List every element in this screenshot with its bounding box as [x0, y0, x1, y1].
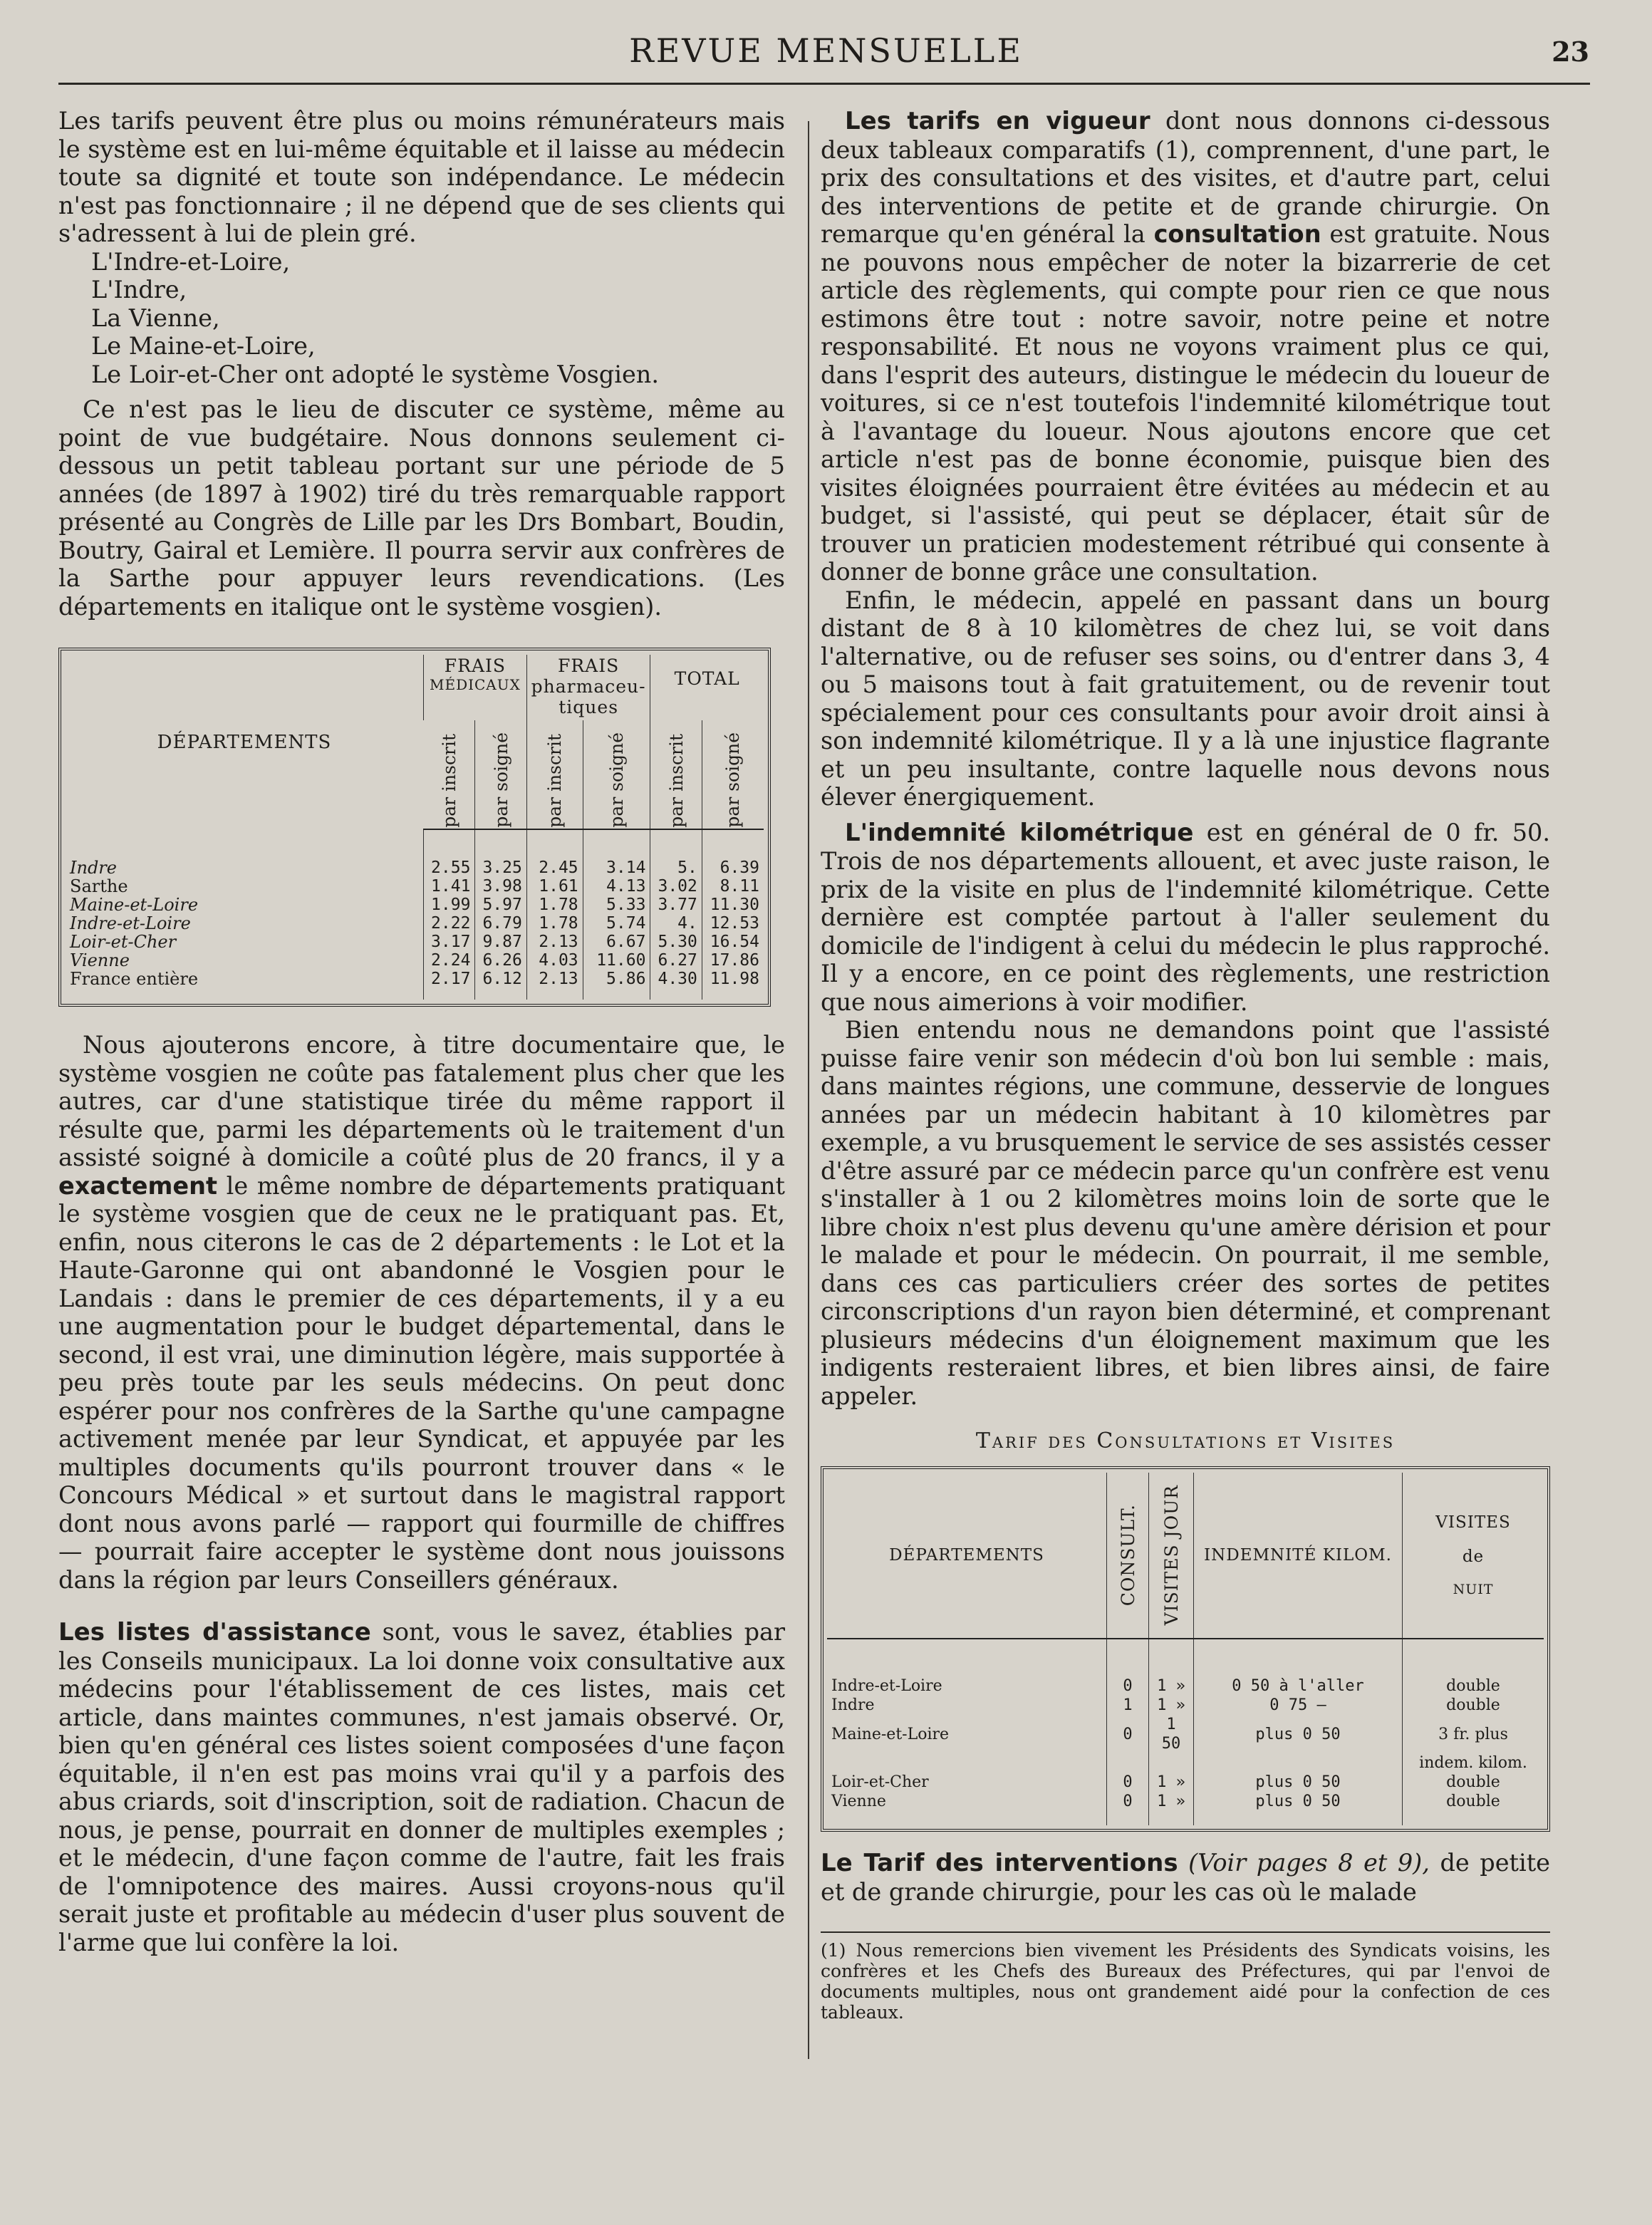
- row-indemnite: plus 0 50: [1194, 1715, 1403, 1753]
- row-visite-nuit: double: [1403, 1639, 1544, 1696]
- text-run: de petite et de grande chirurgie, pour les cas où le malade: [821, 1849, 1550, 1906]
- page-reference: (Voir pages 8 et 9),: [1188, 1849, 1430, 1877]
- row-department: Indre: [70, 857, 117, 878]
- subhead-label: par soigné: [722, 732, 744, 828]
- row-value: 3.98: [475, 877, 526, 896]
- row-visite-jour: 1 »: [1149, 1792, 1194, 1825]
- left-column: [58, 107, 785, 1956]
- paragraph: Ce n'est pas le lieu de discuter ce système, même au point de vue budgétaire. Nous donnons seulement ci-dessous un petit tableau portant sur une période de 5 années (de 1897 à 1902) tiré du très remarquable rapport présenté au Congrès de Lille par les Drs Bombart, Boudin, Boutry, Gairal et Lemière. Il pourra servir aux confrères de la Sarthe pour appuyer leurs revendications. (Les départements en italique ont le système vosgien).: [58, 395, 785, 621]
- subhead: [526, 720, 583, 829]
- row-value: 2.17: [424, 970, 475, 1000]
- row-consult: 1: [1107, 1696, 1149, 1715]
- row-value: 2.24: [424, 951, 475, 970]
- table-header-dept: DÉPARTEMENTS: [157, 731, 332, 753]
- paragraph: Bien entendu nous ne demandons point que l'assisté puisse faire venir son médecin d'où bon lui semble : mais, dans maintes régions, une commune, desservie de longues années par un médecin habitant à 10 kilomètres par exemple, a vu brusquement le service de ses assistés cesser d'être assuré par ce médecin parce qu'un confrère est venu s'installer à 1 ou 2 kilomètres moins loin de sorte que le libre choix n'est plus devenu qu'une amère dérision et pour le malade et pour le médecin. On pourrait, il me semble, dans ces cas particuliers créer des sortes de petites circonscriptions d'un rayon bien déterminé, et comprenant plusieurs médecins d'un éloignement maximum que les indigents resteraient libres, et bien libres ainsi, de faire appeler.: [821, 1016, 1550, 1410]
- group-line: TOTAL: [674, 668, 740, 689]
- paragraph: [58, 1618, 785, 1956]
- row-value: 3.77: [650, 896, 702, 914]
- row-value: 12.53: [702, 914, 764, 933]
- lead-in: Les listes d'assistance: [58, 1618, 371, 1646]
- row-visite-jour: 1 50: [1149, 1715, 1194, 1753]
- table-row: [827, 1639, 1544, 1696]
- row-visite-jour: 1 »: [1149, 1773, 1194, 1792]
- lead-in: Les tarifs en vigueur: [845, 107, 1150, 135]
- row-visite-nuit: indem. kilom.: [1403, 1753, 1544, 1773]
- row-value: 17.86: [702, 951, 764, 970]
- lead-in: L'indemnité kilométrique: [845, 818, 1194, 847]
- row-value: 1.61: [526, 877, 583, 896]
- subhead: [650, 720, 702, 829]
- table-header-dept: DÉPARTEMENTS: [827, 1473, 1107, 1639]
- row-value: 4.30: [650, 970, 702, 1000]
- table-row: [66, 970, 764, 1000]
- row-indemnite: 0 75 —: [1194, 1696, 1403, 1715]
- row-visite-jour: 1 »: [1149, 1696, 1194, 1715]
- footnote-rule: [821, 1931, 1550, 1933]
- subhead-label: par inscrit: [544, 734, 566, 828]
- row-value: 4.: [650, 914, 702, 933]
- row-value: 1.99: [424, 896, 475, 914]
- row-department: Vienne: [70, 950, 130, 970]
- row-visite-jour: [1149, 1753, 1194, 1773]
- subhead: [475, 720, 526, 829]
- table-row: [827, 1753, 1544, 1773]
- row-consult: [1107, 1753, 1149, 1773]
- row-department: Sarthe: [70, 876, 128, 896]
- running-title: REVUE MENSUELLE: [629, 31, 1023, 70]
- row-department: Maine-et-Loire: [831, 1725, 950, 1743]
- row-value: 5.: [650, 829, 702, 877]
- paragraph: Enfin, le médecin, appelé en passant dans un bourg distant de 8 à 10 kilomètres de chez lui, se voit dans l'alternative, ou de refuser ses soins, ou d'entrer dans 3, 4 ou 5 maisons tout à fait gratuitement, ou de revenir tout spécialement pour ces consultants pour avoir droit ainsi à son indemnité kilométrique. Il y a là une injustice flagrante et un peu insultante, contre laquelle nous devons nous élever énergiquement.: [821, 586, 1550, 811]
- subhead: [702, 720, 764, 829]
- row-department: Indre-et-Loire: [831, 1677, 942, 1695]
- row-value: 1.41: [424, 877, 475, 896]
- table-header-indemnite: INDEMNITÉ KILOM.: [1194, 1473, 1403, 1639]
- table-row: [66, 951, 764, 970]
- row-department: [827, 1753, 1107, 1773]
- table-row: [827, 1792, 1544, 1825]
- table-group-frais-medicaux: [424, 655, 527, 720]
- row-value: 3.25: [475, 829, 526, 877]
- row-value: 4.13: [583, 877, 650, 896]
- paragraph: Les tarifs peuvent être plus ou moins rémunérateurs mais le système est en lui-même équitable et il laisse au médecin toute sa dignité et toute son indépendance. Le médecin n'est pas fonctionnaire ; il ne dépend que de ses clients qui s'adressent à lui de plein gré.: [58, 107, 785, 247]
- text-run: sont, vous le savez, établies par les Conseils municipaux. La loi donne voix consultative aux médecins pour l'établissement de ces listes, mais cet article, dans maintes communes, n'est jamais observé. Or, bien qu'en général ces listes soient composées d'une façon équitable, il n'en est pas moins vrai qu'il y a parfois des abus criards, soit d'inscription, soit de radiation. Chacun de nous, je pense, pourrait en donner de multiples exemples ; et le médecin, d'une façon comme de l'autre, fait les frais de l'omnipotence des maires. Aussi croyons-nous qu'il serait juste et profitable au médecin d'user plus souvent de l'arme que lui confère la loi.: [58, 1618, 786, 1956]
- emphasis: exactement: [58, 1171, 218, 1200]
- subhead-label: par soigné: [606, 732, 628, 828]
- table-row: [66, 914, 764, 933]
- table-group-frais-pharmaceutiques: [526, 655, 650, 720]
- subhead: [424, 720, 475, 829]
- row-value: 2.22: [424, 914, 475, 933]
- row-value: 6.27: [650, 951, 702, 970]
- row-indemnite: plus 0 50: [1194, 1773, 1403, 1792]
- row-department: Indre: [831, 1696, 875, 1714]
- text-run: est en général de 0 fr. 50. Trois de nos départements allouent, et avec juste raison, le prix de la visite en plus de l'indemnité kilométrique. Cette dernière est comptée partout à l'aller seulement du domicile de l'indigent à celui du médecin le plus rapproché. Il y a encore, en ce point des règlements, une restriction que nous aimerions à voir modifier.: [821, 818, 1550, 1016]
- page-number: 23: [1552, 36, 1589, 68]
- row-value: 6.26: [475, 951, 526, 970]
- row-value: 8.11: [702, 877, 764, 896]
- row-department: Indre-et-Loire: [70, 913, 191, 933]
- expenses-table-frame: [58, 648, 771, 1007]
- header-label: de: [1462, 1547, 1485, 1566]
- table-row: [827, 1715, 1544, 1753]
- table-row: [66, 896, 764, 914]
- row-department: Maine-et-Loire: [70, 895, 199, 915]
- header-label: NUIT: [1453, 1582, 1494, 1597]
- right-column: [821, 107, 1550, 2023]
- table-row: [827, 1696, 1544, 1715]
- tarif-table-body: [827, 1639, 1544, 1825]
- row-value: 3.02: [650, 877, 702, 896]
- row-value: 3.17: [424, 933, 475, 951]
- dept-line: L'Indre,: [91, 276, 187, 304]
- row-value: 3.14: [583, 829, 650, 877]
- row-value: 4.03: [526, 951, 583, 970]
- table-header-visites-nuit: [1403, 1473, 1544, 1639]
- dept-line: Le Loir-et-Cher ont adopté le système Vosgien.: [91, 360, 660, 388]
- group-line: FRAIS: [558, 655, 620, 676]
- group-line: MÉDICAUX: [429, 676, 521, 693]
- row-value: 2.45: [526, 829, 583, 877]
- row-visite-jour: 1 »: [1149, 1639, 1194, 1696]
- emphasis: consultation: [1153, 220, 1321, 248]
- header-label: VISITES: [1435, 1513, 1511, 1532]
- paragraph: [58, 1031, 785, 1594]
- expenses-table: [66, 655, 764, 1000]
- table-header-visites-jour: [1149, 1473, 1194, 1639]
- header-label: CONSULT.: [1117, 1504, 1138, 1607]
- row-visite-nuit: double: [1403, 1792, 1544, 1825]
- text-run: le même nombre de départements pratiquant le système vosgien que de ceux ne le pratiquant pas. Et, enfin, nous citerons le cas de 2 départements : le Lot et la Haute-Garonne qui ont abandonné le Vosgien pour le Landais : dans le premier de ces départements, il y a eu une augmentation pour le budget départemental, dans le second, il est vrai, une diminution légère, mais supportée à peu près toute par les seuls médecins. On peut donc espérer pour nos confrères de la Sarthe qu'une campagne activement menée par leur Syndicat, et appuyée par les multiples documents qu'ils pourront trouver dans « le Concours Médical » et surtout dans le magistral rapport dont nous avons parlé — rapport qui fourmille de chiffres — pourrait faire accepter le système dont nous jouissons dans la région par leurs Conseillers généraux.: [58, 1171, 785, 1594]
- table-row: [827, 1773, 1544, 1792]
- footnote: (1) Nous remercions bien vivement les Présidents des Syndicats voisins, les confrères et les Chefs des Bureaux des Préfectures, qui par l'envoi de documents multiples, nous ont grandement aidé pour la confection de ces tableaux.: [821, 1940, 1550, 2023]
- row-value: 1.78: [526, 896, 583, 914]
- row-department: Loir-et-Cher: [831, 1773, 929, 1791]
- row-value: 5.74: [583, 914, 650, 933]
- dept-line: Le Maine-et-Loire,: [91, 332, 316, 360]
- row-value: 5.97: [475, 896, 526, 914]
- tarif-table: [827, 1473, 1544, 1825]
- row-value: 5.30: [650, 933, 702, 951]
- row-value: 6.12: [475, 970, 526, 1000]
- row-value: 2.13: [526, 933, 583, 951]
- text-run: Nous ajouterons encore, à titre documentaire que, le système vosgien ne coûte pas fatalement plus cher que les autres, car d'une statistique tirée du même rapport il résulte que, parmi les départements où le traitement d'un assisté soigné à domicile a coûté plus de 20 francs, il y a: [58, 1031, 785, 1171]
- subhead-label: par inscrit: [438, 734, 459, 828]
- header-label: VISITES JOUR: [1160, 1485, 1182, 1626]
- expenses-table-body: [66, 829, 764, 1000]
- row-value: 11.30: [702, 896, 764, 914]
- dept-line: L'Indre-et-Loire,: [91, 247, 291, 276]
- table-header-consult: [1107, 1473, 1149, 1639]
- lead-in: Le Tarif des interventions: [821, 1849, 1178, 1877]
- dept-line: La Vienne,: [91, 304, 220, 332]
- row-indemnite: [1194, 1753, 1403, 1773]
- row-department: Loir-et-Cher: [70, 932, 177, 952]
- row-value: 16.54: [702, 933, 764, 951]
- text-run: dont nous donnons ci-dessous deux tableaux comparatifs (1), comprennent, d'une part, le prix des consultations et des visites, et d'autre part, celui des interventions de petite et de grande chirurgie. On remarque qu'en général la: [821, 107, 1550, 248]
- group-line: tiques: [559, 697, 619, 717]
- row-value: 5.33: [583, 896, 650, 914]
- group-line: FRAIS: [444, 655, 506, 676]
- row-visite-nuit: 3 fr. plus: [1403, 1715, 1544, 1753]
- row-department: France entière: [70, 969, 199, 989]
- table-row: [66, 877, 764, 896]
- column-divider: [808, 121, 809, 2059]
- text-run: est gratuite. Nous ne pouvons nous empêcher de noter la bizarrerie de cet article des règlements, qui compte pour rien ce que nous estimons être tout : notre savoir, notre peine et notre responsabilité. Et nous ne voyons vraiment plus ce qui, dans l'esprit des auteurs, distingue le médecin du loueur de voitures, si ce n'est toutefois l'indemnité kilométrique tout à l'avantage du loueur. Nous ajoutons encore que cet article n'est pas de bonne économie, puisque bien des visites éloignées pourraient être évitées au médecin et au budget, si l'assisté, qui peut se déplacer, était sûr de trouver un praticien modestement rétribué qui consente à donner de bonne grâce une consultation.: [821, 220, 1550, 586]
- row-department: Vienne: [831, 1793, 886, 1810]
- paragraph: [821, 1849, 1550, 1906]
- row-indemnite: 0 50 à l'aller: [1194, 1639, 1403, 1696]
- subhead-label: par soigné: [490, 732, 511, 828]
- row-value: 1.78: [526, 914, 583, 933]
- table-group-total: [650, 655, 764, 720]
- paragraph: [821, 107, 1550, 586]
- row-value: 6.67: [583, 933, 650, 951]
- row-value: 11.98: [702, 970, 764, 1000]
- row-value: 9.87: [475, 933, 526, 951]
- header-rule: [58, 83, 1590, 85]
- row-consult: 0: [1107, 1792, 1149, 1825]
- row-visite-nuit: double: [1403, 1773, 1544, 1792]
- subhead: [583, 720, 650, 829]
- row-value: 6.79: [475, 914, 526, 933]
- row-value: 6.39: [702, 829, 764, 877]
- table-row: [66, 829, 764, 877]
- subhead-label: par inscrit: [665, 734, 687, 828]
- row-value: 11.60: [583, 951, 650, 970]
- row-value: 2.13: [526, 970, 583, 1000]
- row-value: 2.55: [424, 829, 475, 877]
- row-consult: 0: [1107, 1773, 1149, 1792]
- table-title: Tarif des Consultations et Visites: [975, 1428, 1396, 1453]
- group-line: pharmaceu-: [531, 676, 646, 697]
- table-row: [66, 933, 764, 951]
- row-value: 5.86: [583, 970, 650, 1000]
- row-consult: 0: [1107, 1715, 1149, 1753]
- row-consult: 0: [1107, 1639, 1149, 1696]
- row-indemnite: plus 0 50: [1194, 1792, 1403, 1825]
- paragraph: [821, 819, 1550, 1017]
- row-visite-nuit: double: [1403, 1696, 1544, 1715]
- tarif-table-frame: [821, 1466, 1550, 1832]
